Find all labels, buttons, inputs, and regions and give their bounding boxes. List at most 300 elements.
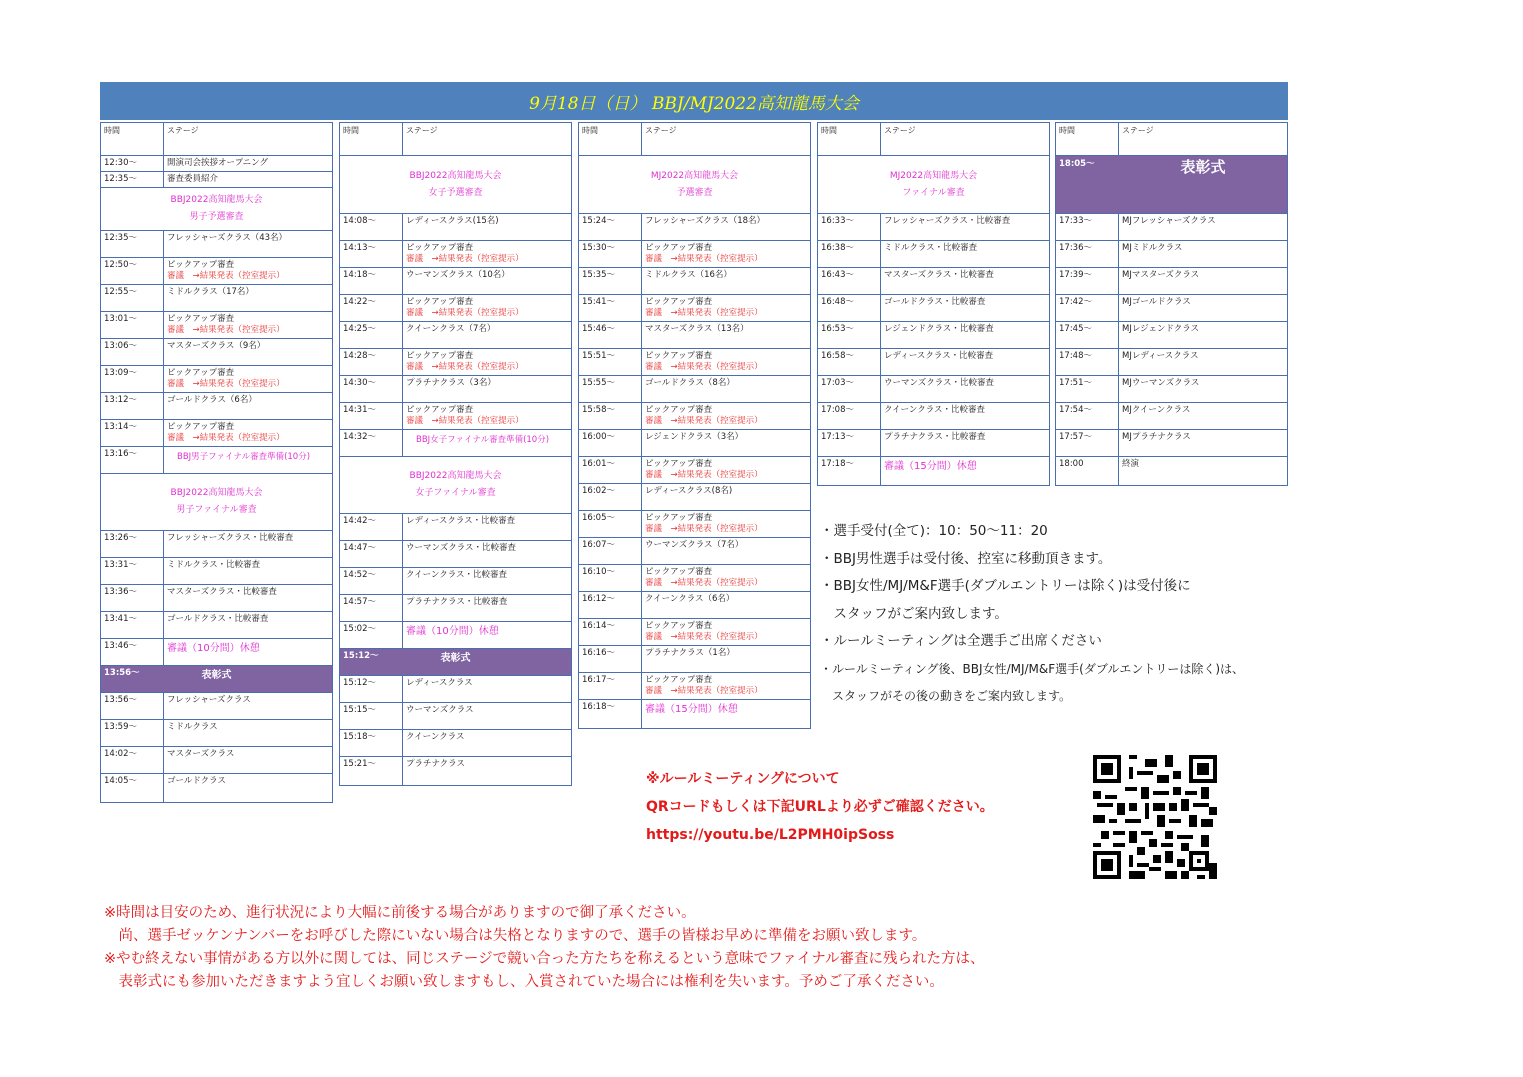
footer-line: ※やむ終えない事情がある方以外に関しては、同じステージで競い合った方たちを称えるという意味でファイナル審査に残られた方は、 xyxy=(104,951,985,967)
schedule-row xyxy=(1056,430,1287,457)
note-line: ・ルールミーティング後、BBJ女性/MJ/M&F選手(ダブルエントリーは除く)は、 xyxy=(820,661,1245,676)
schedule-row xyxy=(1056,457,1287,485)
footer-line: ※時間は目安のため、進行状況により大幅に前後する場合がありますので御了承ください。 xyxy=(104,905,696,921)
time-cell: 18:05～ xyxy=(1059,159,1095,169)
stage-cell xyxy=(167,312,330,338)
stage-header: ステージ xyxy=(167,126,199,135)
stage-cell xyxy=(406,430,569,448)
note-line: ・BBJ女性/MJ/M&F選手(ダブルエントリーは除く)は受付後に xyxy=(820,578,1191,594)
schedule-row xyxy=(579,673,810,700)
stage-cell xyxy=(406,703,569,718)
schedule-row xyxy=(101,585,332,612)
stage-cell xyxy=(167,774,330,789)
stage-text: クイーンクラス xyxy=(406,732,465,742)
final-prep-label: BBJ男子ファイナル審査準備(10分) xyxy=(177,452,311,462)
schedule-column-bbj-men xyxy=(100,122,333,803)
stage-cell xyxy=(406,676,569,691)
pickup-judging-label: ピックアップ審査 xyxy=(645,243,713,253)
stage-text: レジェンドクラス・比較審査 xyxy=(884,324,994,334)
time-cell: 17:45～ xyxy=(1056,322,1119,348)
stage-cell xyxy=(645,349,808,375)
schedule-row xyxy=(579,511,810,538)
section-heading-line: 男子予選審査 xyxy=(189,212,244,222)
schedule-column-mj-awards xyxy=(1055,122,1288,486)
deliberation-result-note: 審議 →結果発表（控室提示） xyxy=(167,433,285,443)
stage-cell xyxy=(884,214,1047,229)
stage-cell xyxy=(645,700,808,717)
stage-cell xyxy=(167,558,330,573)
pickup-judging-label: ピックアップ審査 xyxy=(645,351,713,361)
stage-cell xyxy=(1122,457,1285,472)
section-heading-line: MJ2022高知龍馬大会 xyxy=(650,170,739,181)
schedule-row xyxy=(101,156,332,172)
pickup-judging-label: ピックアップ審査 xyxy=(645,405,713,415)
time-cell: 17:42～ xyxy=(1056,295,1119,321)
time-cell: 17:08～ xyxy=(818,403,881,429)
stage-cell xyxy=(406,730,569,745)
stage-cell xyxy=(167,420,330,446)
stage-cell xyxy=(167,366,330,392)
stage-text: ミドルクラス（17名） xyxy=(167,287,254,297)
schedule-row xyxy=(101,312,332,339)
schedule-row xyxy=(579,268,810,295)
section-heading xyxy=(101,474,332,531)
pickup-judging-label: ピックアップ審査 xyxy=(406,243,474,253)
schedule-row xyxy=(818,322,1049,349)
pickup-judging-label: ピックアップ審査 xyxy=(645,675,713,685)
time-cell: 15:21～ xyxy=(340,757,403,785)
schedule-row xyxy=(579,646,810,673)
time-header: 時間 xyxy=(579,123,642,155)
stage-text: MJミドルクラス xyxy=(1122,243,1183,253)
stage-text: クイーンクラス（6名） xyxy=(645,594,735,604)
time-cell: 17:57～ xyxy=(1056,430,1119,456)
stage-cell xyxy=(406,214,569,229)
stage-text: 開演司会挨拶オープニング xyxy=(167,158,268,168)
schedule-row xyxy=(818,430,1049,457)
pickup-judging-label: ピックアップ審査 xyxy=(406,405,474,415)
time-cell: 15:18～ xyxy=(340,730,403,756)
stage-text: フレッシャーズクラス（18名） xyxy=(645,216,766,226)
deliberation-result-note: 審議 →結果発表（控室提示） xyxy=(406,416,524,426)
stage-text: ウーマンズクラス（10名） xyxy=(406,270,510,280)
time-cell: 14:28～ xyxy=(340,349,403,375)
schedule-row xyxy=(101,639,332,666)
stage-header: ステージ xyxy=(1122,126,1154,135)
stage-cell xyxy=(167,531,330,546)
schedule-row xyxy=(101,531,332,558)
schedule-row xyxy=(579,376,810,403)
stage-cell xyxy=(406,757,569,772)
stage-text: レジェンドクラス（3名） xyxy=(645,432,744,442)
note-line: ・ルールミーティングは全選手ご出席ください xyxy=(820,633,1102,649)
stage-text: 終演 xyxy=(1122,459,1140,469)
deliberation-result-note: 審議 →結果発表（控室提示） xyxy=(167,379,285,389)
time-cell: 13:59～ xyxy=(101,720,164,746)
stage-cell xyxy=(406,622,569,639)
stage-text: ミドルクラス xyxy=(167,722,218,732)
stage-cell xyxy=(645,619,808,645)
stage-cell xyxy=(1122,214,1285,229)
time-cell: 12:50～ xyxy=(101,258,164,284)
qr-code-icon[interactable] xyxy=(1093,755,1217,879)
schedule-row xyxy=(101,393,332,420)
schedule-column-mj-final xyxy=(817,122,1050,486)
stage-cell xyxy=(406,376,569,391)
stage-cell xyxy=(1122,268,1285,283)
time-cell: 15:02～ xyxy=(340,622,403,648)
schedule-row xyxy=(818,457,1049,485)
stage-text: MJプラチナクラス xyxy=(1122,432,1191,442)
stage-text: ミドルクラス・比較審査 xyxy=(884,243,978,253)
stage-text: クイーンクラス（7名） xyxy=(406,324,496,334)
time-cell: 13:36～ xyxy=(101,585,164,611)
rule-meeting-heading: ※ルールミーティングについて xyxy=(646,771,840,787)
schedule-row xyxy=(340,241,571,268)
stage-text: プラチナクラス（1名） xyxy=(645,648,735,658)
award-label: 表彰式 xyxy=(201,670,232,681)
stage-cell xyxy=(645,268,808,283)
stage-text: MJゴールドクラス xyxy=(1122,297,1191,307)
schedule-row xyxy=(1056,241,1287,268)
schedule-row xyxy=(101,258,332,285)
stage-text: マスターズクラス・比較審査 xyxy=(884,270,994,280)
stage-cell xyxy=(884,457,1047,474)
schedule-row xyxy=(579,403,810,430)
section-heading-line: BBJ2022高知龍馬大会 xyxy=(409,471,502,481)
stage-text: MJレジェンドクラス xyxy=(1122,324,1200,334)
schedule-row xyxy=(579,295,810,322)
schedule-row xyxy=(818,241,1049,268)
rule-meeting-url[interactable]: https://youtu.be/L2PMH0ipSoss xyxy=(646,827,895,843)
schedule-row xyxy=(340,568,571,595)
stage-cell xyxy=(167,747,330,762)
time-cell: 18:00 xyxy=(1056,457,1119,485)
time-cell: 13:12～ xyxy=(101,393,164,419)
time-cell: 14:05～ xyxy=(101,774,164,802)
section-heading-line: BBJ2022高知龍馬大会 xyxy=(170,195,263,205)
time-cell: 15:24～ xyxy=(579,214,642,240)
section-heading-line: 予選審査 xyxy=(676,187,713,198)
schedule-row xyxy=(340,595,571,622)
stage-header: ステージ xyxy=(645,126,677,135)
stage-cell xyxy=(645,511,808,537)
stage-cell xyxy=(167,585,330,600)
stage-text: レディースクラス・比較審査 xyxy=(884,351,994,361)
stage-text: ミドルクラス・比較審査 xyxy=(167,560,261,570)
time-cell: 16:53～ xyxy=(818,322,881,348)
schedule-row xyxy=(340,268,571,295)
time-cell: 14:30～ xyxy=(340,376,403,402)
schedule-column-bbj-women xyxy=(339,122,572,786)
stage-cell xyxy=(406,349,569,375)
deliberation-result-note: 審議 →結果発表（控室提示） xyxy=(645,686,763,696)
stage-text: ゴールドクラス・比較審査 xyxy=(167,614,269,624)
stage-text: プラチナクラス・比較審査 xyxy=(884,432,986,442)
time-cell: 13:14～ xyxy=(101,420,164,446)
schedule-row xyxy=(340,730,571,757)
rule-meeting-instruction: QRコードもしくは下記URLより必ずご確認ください。 xyxy=(646,799,994,815)
time-cell: 14:02～ xyxy=(101,747,164,773)
schedule-row xyxy=(340,403,571,430)
stage-text: ゴールドクラス xyxy=(167,776,226,786)
time-cell: 13:09～ xyxy=(101,366,164,392)
deliberation-result-note: 審議 →結果発表（控室提示） xyxy=(645,524,763,534)
stage-cell xyxy=(406,514,569,529)
award-ceremony-row xyxy=(101,666,332,693)
schedule-title: 9月18日（日） BBJ/MJ2022高知龍馬大会 xyxy=(100,82,1288,120)
stage-text: マスターズクラス（9名） xyxy=(167,341,266,351)
schedule-row xyxy=(340,676,571,703)
schedule-row xyxy=(579,700,810,728)
section-heading xyxy=(340,457,571,514)
time-cell: 12:30～ xyxy=(101,156,164,171)
stage-text: フレッシャーズクラス・比較審査 xyxy=(167,533,294,543)
time-cell: 15:12～ xyxy=(343,651,379,661)
final-prep-label: BBJ女子ファイナル審査準備(10分) xyxy=(416,435,550,445)
pickup-judging-label: ピックアップ審査 xyxy=(167,314,235,324)
schedule-row xyxy=(818,349,1049,376)
time-cell: 15:41～ xyxy=(579,295,642,321)
award-label: 表彰式 xyxy=(1180,158,1226,176)
stage-cell xyxy=(884,322,1047,337)
stage-text: クイーンクラス・比較審査 xyxy=(406,570,507,580)
section-heading-line: BBJ2022高知龍馬大会 xyxy=(170,488,263,498)
deliberation-result-note: 審議 →結果発表（控室提示） xyxy=(406,362,524,372)
time-header: 時間 xyxy=(818,123,881,155)
time-cell: 14:18～ xyxy=(340,268,403,294)
time-cell: 13:31～ xyxy=(101,558,164,584)
stage-cell xyxy=(167,612,330,627)
schedule-row xyxy=(579,565,810,592)
time-cell: 16:14～ xyxy=(579,619,642,645)
schedule-row xyxy=(579,349,810,376)
schedule-row xyxy=(579,322,810,349)
stage-cell xyxy=(645,376,808,391)
time-cell: 13:26～ xyxy=(101,531,164,557)
stage-text: ゴールドクラス（8名） xyxy=(645,378,735,388)
time-cell: 13:06～ xyxy=(101,339,164,365)
stage-cell xyxy=(406,241,569,267)
footer-notice xyxy=(104,902,985,994)
deliberation-result-note: 審議 →結果発表（控室提示） xyxy=(406,308,524,318)
stage-cell xyxy=(645,484,808,499)
stage-cell xyxy=(406,403,569,429)
stage-text: MJクイーンクラス xyxy=(1122,405,1191,415)
schedule-row xyxy=(579,430,810,457)
time-cell: 14:42～ xyxy=(340,514,403,540)
footer-line: 表彰式にも参加いただきますよう宜しくお願い致しますもし、入賞されていた場合には権利を失います。予めご了承ください。 xyxy=(104,974,944,990)
stage-cell xyxy=(645,241,808,267)
stage-text: プラチナクラス（3名） xyxy=(406,378,496,388)
schedule-row xyxy=(1056,214,1287,241)
stage-text: レディースクラス(8名) xyxy=(645,486,733,496)
stage-header: ステージ xyxy=(406,126,438,135)
schedule-row xyxy=(101,285,332,312)
time-cell: 13:46～ xyxy=(101,639,164,665)
time-cell: 17:54～ xyxy=(1056,403,1119,429)
table-header-row xyxy=(101,123,332,156)
schedule-row xyxy=(1056,403,1287,430)
time-cell: 15:51～ xyxy=(579,349,642,375)
time-cell: 16:16～ xyxy=(579,646,642,672)
deliberation-result-note: 審議 →結果発表（控室提示） xyxy=(645,254,763,264)
pickup-judging-label: ピックアップ審査 xyxy=(167,368,235,378)
participant-notes xyxy=(820,518,1244,711)
stage-cell xyxy=(167,231,330,246)
schedule-row xyxy=(101,231,332,258)
schedule-row xyxy=(579,484,810,511)
stage-cell xyxy=(1122,295,1285,310)
schedule-row xyxy=(579,241,810,268)
time-cell: 14:22～ xyxy=(340,295,403,321)
table-header-row xyxy=(579,123,810,156)
stage-cell xyxy=(1122,349,1285,364)
time-cell: 17:03～ xyxy=(818,376,881,402)
schedule-row xyxy=(101,720,332,747)
time-cell: 12:35～ xyxy=(101,231,164,257)
time-cell: 15:58～ xyxy=(579,403,642,429)
schedule-row xyxy=(101,447,332,474)
stage-text: マスターズクラス xyxy=(167,749,235,759)
pickup-judging-label: ピックアップ審査 xyxy=(645,621,713,631)
time-cell: 15:46～ xyxy=(579,322,642,348)
schedule-row xyxy=(579,457,810,484)
stage-text: マスターズクラス・比較審査 xyxy=(167,587,277,597)
schedule-row xyxy=(818,268,1049,295)
schedule-row xyxy=(579,538,810,565)
stage-cell xyxy=(167,720,330,735)
award-ceremony-row xyxy=(1056,156,1287,214)
stage-cell xyxy=(406,295,569,321)
stage-text: レディースクラス xyxy=(406,678,473,688)
time-cell: 17:48～ xyxy=(1056,349,1119,375)
schedule-row xyxy=(1056,322,1287,349)
stage-cell xyxy=(167,258,330,284)
break-label: 審議（10分間）休憩 xyxy=(406,626,499,637)
time-cell: 16:43～ xyxy=(818,268,881,294)
pickup-judging-label: ピックアップ審査 xyxy=(167,422,235,432)
pickup-judging-label: ピックアップ審査 xyxy=(645,513,713,523)
stage-cell xyxy=(645,646,808,661)
stage-text: ゴールドクラス（6名） xyxy=(167,395,257,405)
deliberation-result-note: 審議 →結果発表（控室提示） xyxy=(167,325,285,335)
schedule-row xyxy=(1056,268,1287,295)
time-cell: 17:18～ xyxy=(818,457,881,485)
stage-cell xyxy=(884,268,1047,283)
schedule-row xyxy=(340,622,571,649)
break-label: 審議（10分間）休憩 xyxy=(167,643,260,654)
stage-text: ウーマンズクラス・比較審査 xyxy=(406,543,516,553)
note-line: ・選手受付(全て)：10：50～11：20 xyxy=(820,523,1048,539)
schedule-row xyxy=(818,376,1049,403)
stage-text: 審査委員紹介 xyxy=(167,174,219,184)
stage-text: MJレディースクラス xyxy=(1122,351,1199,361)
stage-cell xyxy=(167,172,330,187)
stage-cell xyxy=(645,214,808,229)
schedule-row xyxy=(579,214,810,241)
stage-text: ミドルクラス（16名） xyxy=(645,270,732,280)
section-heading xyxy=(579,156,810,214)
time-cell: 16:33～ xyxy=(818,214,881,240)
time-cell: 15:30～ xyxy=(579,241,642,267)
time-cell: 16:48～ xyxy=(818,295,881,321)
schedule-row xyxy=(101,774,332,802)
table-header-row xyxy=(340,123,571,156)
time-cell: 14:13～ xyxy=(340,241,403,267)
stage-cell xyxy=(645,322,808,337)
stage-cell xyxy=(1122,403,1285,418)
schedule-row xyxy=(101,420,332,447)
award-label: 表彰式 xyxy=(440,653,471,664)
section-heading-line: 男子ファイナル審査 xyxy=(176,505,257,515)
time-cell: 17:36～ xyxy=(1056,241,1119,267)
time-cell: 14:31～ xyxy=(340,403,403,429)
schedule-row xyxy=(101,693,332,720)
time-cell: 12:35～ xyxy=(101,172,164,187)
schedule-row xyxy=(1056,349,1287,376)
stage-cell xyxy=(167,156,330,171)
time-cell: 13:56～ xyxy=(104,668,140,678)
note-line: ・BBJ男性選手は受付後、控室に移動頂きます。 xyxy=(820,550,1112,567)
deliberation-result-note: 審議 →結果発表（控室提示） xyxy=(167,271,285,281)
time-cell: 16:05～ xyxy=(579,511,642,537)
time-cell: 16:02～ xyxy=(579,484,642,510)
table-header-row xyxy=(1056,123,1287,156)
time-cell: 15:55～ xyxy=(579,376,642,402)
award-ceremony-row xyxy=(340,649,571,676)
rule-meeting-info xyxy=(646,765,994,849)
stage-cell xyxy=(167,639,330,656)
break-label: 審議（15分間）休憩 xyxy=(645,704,738,715)
time-cell: 16:07～ xyxy=(579,538,642,564)
section-heading xyxy=(818,156,1049,214)
schedule-row xyxy=(340,757,571,785)
time-cell: 17:33～ xyxy=(1056,214,1119,240)
schedule-row xyxy=(579,619,810,646)
stage-text: ウーマンズクラス・比較審査 xyxy=(884,378,994,388)
time-cell: 17:13～ xyxy=(818,430,881,456)
time-cell: 16:38～ xyxy=(818,241,881,267)
schedule-row xyxy=(340,322,571,349)
stage-cell xyxy=(406,568,569,583)
deliberation-result-note: 審議 →結果発表（控室提示） xyxy=(645,416,763,426)
stage-header: ステージ xyxy=(884,126,916,135)
schedule-row xyxy=(101,612,332,639)
schedule-row xyxy=(340,214,571,241)
schedule-row xyxy=(101,172,332,188)
deliberation-result-note: 審議 →結果発表（控室提示） xyxy=(406,254,524,264)
stage-cell xyxy=(167,285,330,300)
stage-text: ウーマンズクラス xyxy=(406,705,474,715)
pickup-judging-label: ピックアップ審査 xyxy=(645,567,713,577)
stage-cell xyxy=(884,430,1047,445)
time-cell: 14:47～ xyxy=(340,541,403,567)
time-cell: 17:51～ xyxy=(1056,376,1119,402)
pickup-judging-label: ピックアップ審査 xyxy=(645,459,713,469)
schedule-row xyxy=(818,403,1049,430)
deliberation-result-note: 審議 →結果発表（控室提示） xyxy=(645,308,763,318)
schedule-row xyxy=(818,295,1049,322)
stage-text: フレッシャーズクラス（43名） xyxy=(167,233,288,243)
time-cell: 14:25～ xyxy=(340,322,403,348)
schedule-row xyxy=(340,349,571,376)
time-cell: 14:52～ xyxy=(340,568,403,594)
stage-cell xyxy=(645,592,808,607)
section-heading-line: 女子予選審査 xyxy=(428,187,483,198)
stage-cell xyxy=(645,565,808,591)
stage-cell xyxy=(645,673,808,699)
